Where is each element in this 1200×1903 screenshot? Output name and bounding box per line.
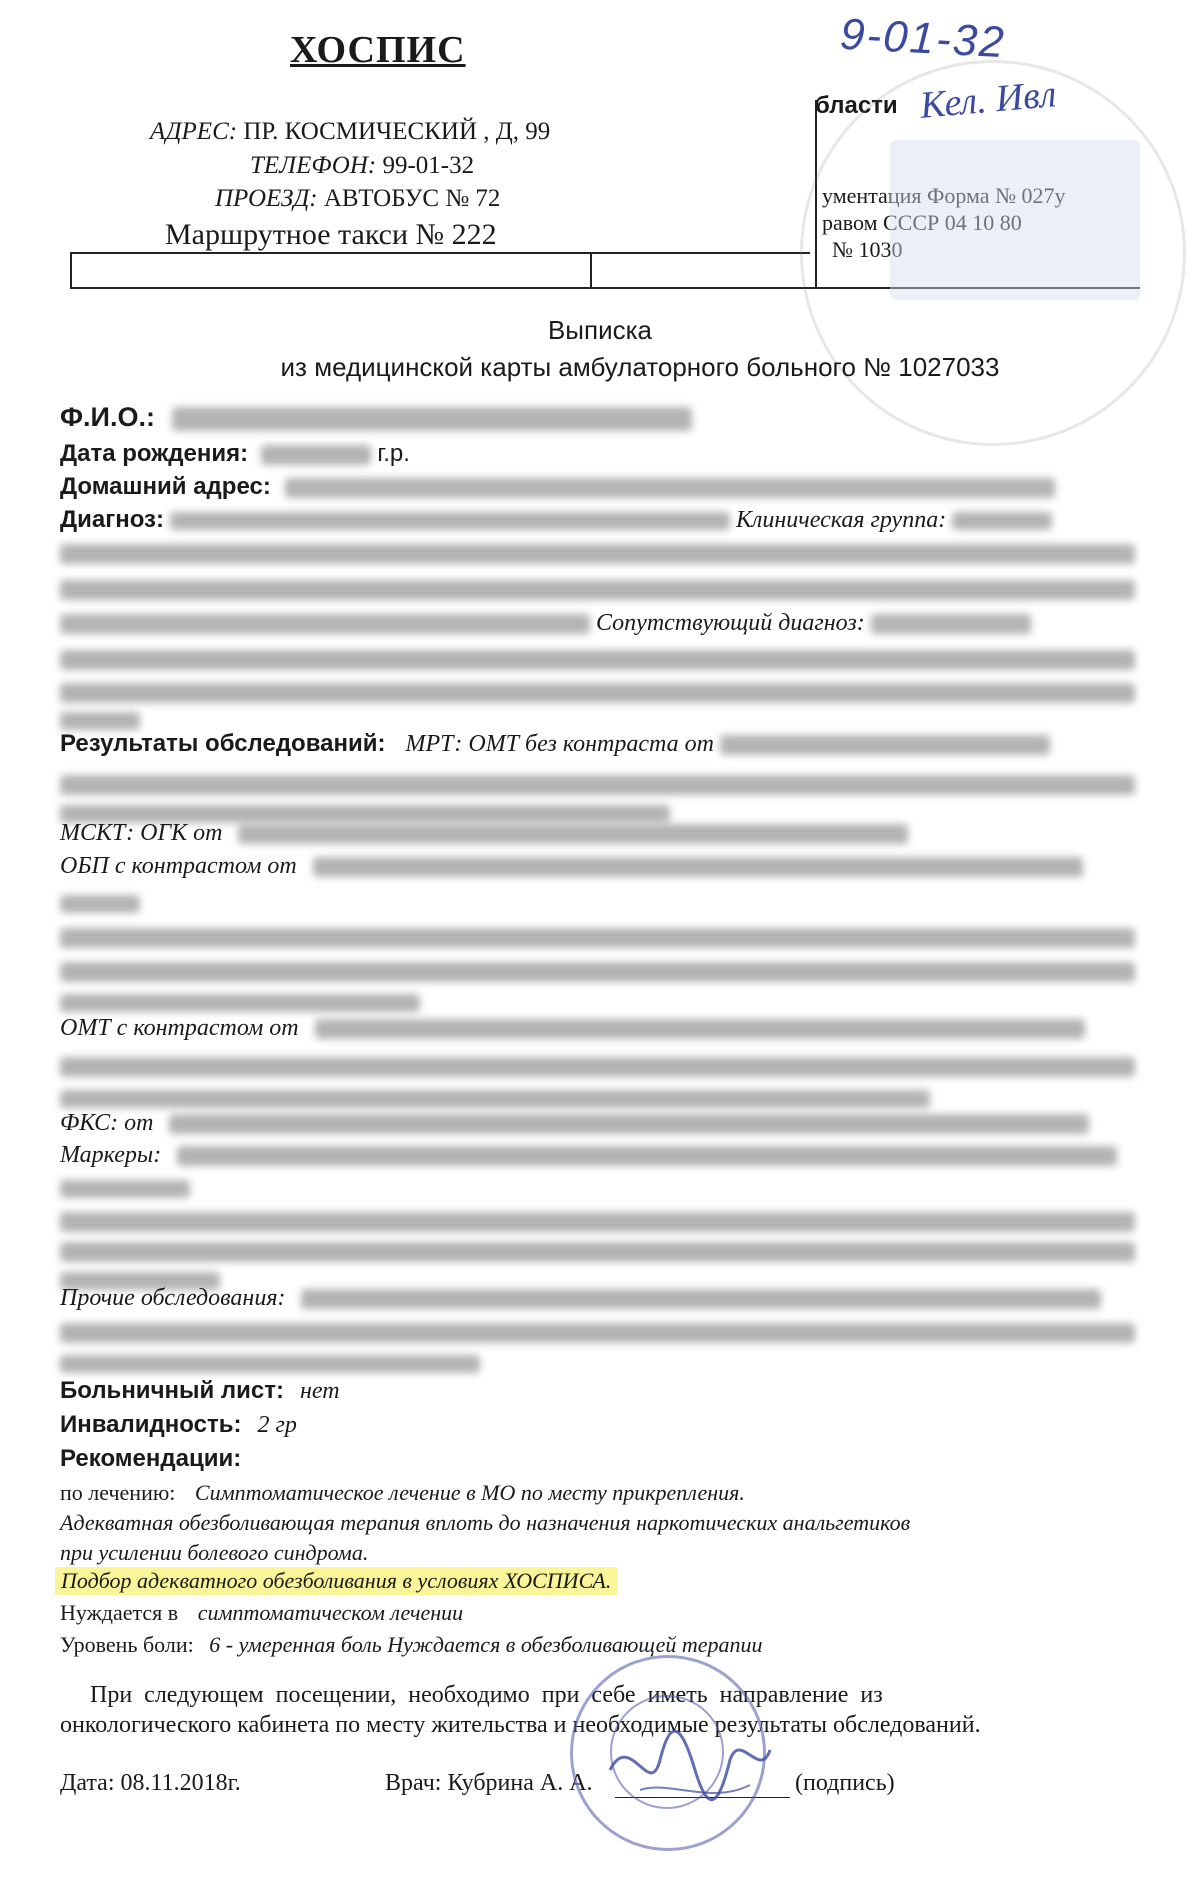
other-label: Прочие обследования: — [60, 1285, 286, 1311]
other-redacted-2 — [60, 1323, 1135, 1343]
hospice-title: ХОСПИС — [290, 29, 466, 71]
diagnosis-row-7 — [60, 712, 1140, 730]
fio-row — [60, 402, 1140, 433]
concomitant-label: Сопутствующий диагноз: — [596, 610, 865, 636]
diagnosis-label: Диагноз: — [60, 506, 164, 533]
other-row — [60, 1285, 1140, 1312]
doctor-label: Врач: — [385, 1770, 442, 1796]
fio-label: Ф.И.О.: — [60, 402, 155, 432]
concomitant-redacted — [871, 614, 1031, 634]
needs-label: Нуждается в — [60, 1600, 179, 1625]
fks-redacted — [169, 1114, 1089, 1134]
diagnosis-redacted-7 — [60, 712, 140, 730]
obp-row-2 — [60, 895, 1140, 913]
address-line — [150, 118, 550, 146]
doctor-block — [385, 1770, 593, 1797]
clinical-group-redacted — [952, 512, 1052, 530]
other-row-3 — [60, 1355, 1140, 1373]
diagnosis-row-6 — [60, 683, 1140, 703]
results-row-1 — [60, 730, 1140, 758]
diagnosis-row-2 — [60, 544, 1140, 564]
markers-row-2 — [60, 1180, 1140, 1198]
disability-value: 2 гр — [257, 1412, 297, 1438]
doc-subtitle: из медицинской карты амбулаторного больного № 1027033 — [280, 352, 1000, 382]
signature-hint: (подпись) — [795, 1770, 895, 1796]
markers-row-4 — [60, 1242, 1140, 1262]
msct-redacted — [238, 824, 908, 844]
dob-label: Дата рождения: — [60, 440, 249, 467]
markers-redacted-4 — [60, 1242, 1135, 1262]
markers-row — [60, 1142, 1140, 1169]
handwritten-phone: 9-01-32 — [838, 9, 1007, 68]
header-line-left — [70, 252, 72, 289]
diagnosis-row-1 — [60, 506, 1140, 534]
markers-redacted-2 — [60, 1180, 190, 1198]
omt-redacted — [315, 1019, 1085, 1039]
pain-syndrome-line: при усилении болевого синдрома. — [60, 1540, 369, 1565]
diagnosis-redacted-3 — [60, 580, 1135, 600]
omt-row — [60, 1015, 1140, 1042]
diagnosis-redacted-5 — [60, 650, 1135, 670]
msct-row — [60, 820, 1140, 847]
form-line-3: № 1030 — [832, 237, 903, 262]
header-line-mid — [590, 252, 592, 289]
sick-leave-row — [60, 1377, 1140, 1405]
form-line-1: ументация Форма № 027у — [822, 183, 1066, 208]
fio-redacted — [172, 407, 692, 431]
treatment-row — [60, 1480, 1140, 1506]
home-address-row — [60, 473, 1140, 501]
signature-icon — [600, 1710, 780, 1820]
date-label: Дата: — [60, 1770, 115, 1796]
recommendations-label: Рекомендации: — [60, 1445, 242, 1472]
clinic-logo-icon — [890, 140, 1140, 300]
disability-label: Инвалидность: — [60, 1411, 242, 1438]
diagnosis-redacted-6 — [60, 683, 1135, 703]
pain-level-label: Уровень боли: — [60, 1632, 194, 1657]
mri-redacted — [720, 735, 1050, 755]
treatment-label: по лечению: — [60, 1480, 176, 1505]
markers-label: Маркеры: — [60, 1142, 162, 1168]
dob-redacted — [261, 445, 371, 465]
fks-label: ФКС: от — [60, 1110, 154, 1136]
other-redacted-3 — [60, 1355, 480, 1373]
footer-note-line-2: онкологического кабинета по месту жительства и необходимые результаты обследований. — [60, 1712, 981, 1738]
diagnosis-row-3 — [60, 580, 1140, 600]
address-label: АДРЕС: — [150, 118, 238, 145]
dob-suffix: г.р. — [377, 440, 410, 467]
omt-row-2 — [60, 1057, 1140, 1077]
pain-level-row — [60, 1632, 1140, 1658]
date-value: 08.11.2018г. — [120, 1770, 241, 1796]
phone-line — [250, 152, 474, 180]
hospice-highlight: Подбор адекватного обезболивания в условиях ХОСПИСА. — [55, 1567, 617, 1595]
needs-row — [60, 1600, 1140, 1626]
other-row-2 — [60, 1323, 1140, 1343]
obp-row-3 — [60, 928, 1140, 948]
doc-title: Выписка — [547, 315, 653, 345]
omt-redacted-3 — [60, 1090, 930, 1108]
diagnosis-redacted-2 — [60, 544, 1135, 564]
obp-redacted — [313, 857, 1083, 877]
form-line-2: равом СССР 04 10 80 — [822, 210, 1022, 235]
obp-row-4 — [60, 962, 1140, 982]
omt-redacted-2 — [60, 1057, 1135, 1077]
markers-redacted-3 — [60, 1212, 1135, 1232]
analgesia-line: Адекватная обезболивающая терапия вплоть до назначения наркотических анальгетиков — [60, 1510, 911, 1535]
date-block — [60, 1770, 241, 1797]
diagnosis-row-5 — [60, 650, 1140, 670]
transit-label: ПРОЕЗД: — [215, 185, 318, 212]
obp-redacted-4 — [60, 962, 1135, 982]
phone-label: ТЕЛЕФОН: — [250, 152, 377, 179]
taxi-line: Маршрутное такси № 222 — [165, 218, 497, 251]
msct-label: МСКТ: ОГК от — [60, 820, 223, 846]
doctor-name: Кубрина А. А. — [447, 1770, 593, 1796]
home-address-redacted — [285, 478, 1055, 498]
obp-label: ОБП с контрастом от — [60, 853, 297, 879]
needs-value: симптоматическом лечении — [197, 1600, 464, 1625]
transit-value: АВТОБУС № 72 — [323, 185, 501, 212]
diagnosis-redacted-1 — [170, 512, 730, 530]
obp-redacted-2 — [60, 895, 140, 913]
home-address-label: Домашний адрес: — [60, 473, 271, 500]
other-redacted — [301, 1289, 1101, 1309]
pain-level-value: 6 - умеренная боль Нуждается в обезболивающей терапии — [209, 1632, 763, 1657]
mri-redacted-2 — [60, 775, 1135, 795]
obp-redacted-3 — [60, 928, 1135, 948]
treatment-value: Симптоматическое лечение в МО по месту прикрепления. — [194, 1480, 745, 1505]
markers-redacted — [177, 1146, 1117, 1166]
omt-label: ОМТ с контрастом от — [60, 1015, 299, 1041]
obp-row-5 — [60, 994, 1140, 1012]
phone-value: 99-01-32 — [382, 152, 475, 179]
mri-label: МРТ: ОМТ без контраста от — [405, 731, 714, 757]
sick-leave-label: Больничный лист: — [60, 1377, 285, 1404]
dob-row — [60, 440, 1140, 468]
footer-note-line-1: При следующем посещении, необходимо при себе иметь направление из — [90, 1682, 883, 1708]
results-label: Результаты обследований: — [60, 730, 386, 757]
fks-row — [60, 1110, 1140, 1137]
transit-line — [215, 185, 500, 213]
diagnosis-redacted-4 — [60, 614, 590, 634]
markers-row-3 — [60, 1212, 1140, 1232]
obp-row — [60, 853, 1140, 880]
handwritten-note: Кел. Ивл — [918, 73, 1058, 127]
region-text: бласти — [815, 92, 898, 119]
obp-redacted-5 — [60, 994, 420, 1012]
diagnosis-row-4 — [60, 610, 1140, 637]
header-line-top — [70, 252, 810, 254]
disability-row — [60, 1411, 1140, 1439]
clinical-group-label: Клиническая группа: — [735, 507, 947, 533]
address-value: ПР. КОСМИЧЕСКИЙ , Д, 99 — [243, 118, 551, 145]
results-row-2 — [60, 775, 1140, 795]
omt-row-3 — [60, 1090, 1140, 1108]
sick-leave-value: нет — [300, 1378, 340, 1404]
